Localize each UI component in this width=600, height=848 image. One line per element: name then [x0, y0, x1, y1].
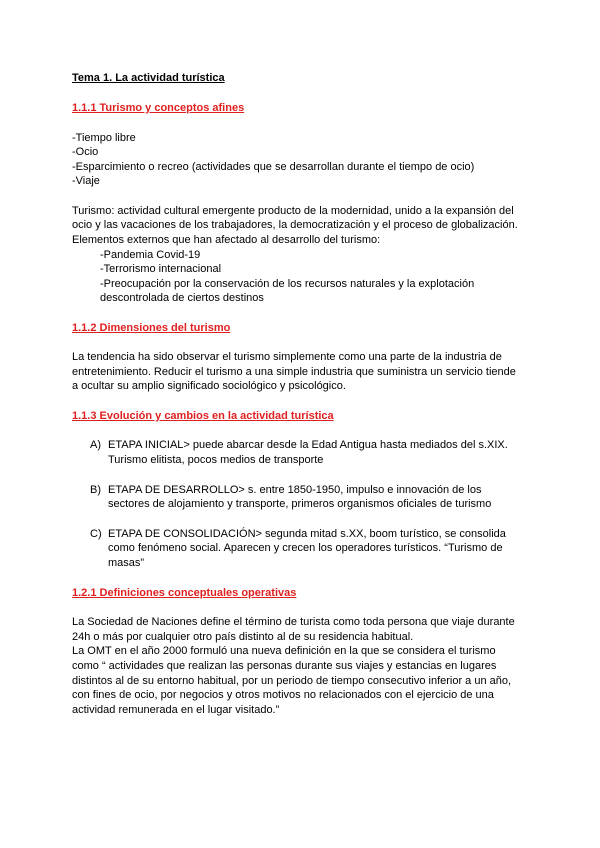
document-title: Tema 1. La actividad turística — [72, 72, 225, 84]
paragraph-line: distintos al de su entorno habitual, por un periodo de tiempo consecutivo inferior a un año, — [72, 675, 512, 687]
list-item-line: ETAPA INICIAL> puede abarcar desde la Edad Antigua hasta mediados del s.XIX. — [108, 439, 508, 451]
paragraph-line: 24h o más por cualquier otro país distinto al de su residencia habitual. — [72, 631, 414, 643]
sub-list-item: descontrolada de ciertos destinos — [100, 292, 264, 304]
list-item-line: sectores de alojamiento y transporte, primeros organismos oficiales de turismo — [108, 498, 492, 510]
section-heading-1-2-1: 1.2.1 Definiciones conceptuales operativas — [72, 587, 297, 599]
paragraph-line: La OMT en el año 2000 formuló una nueva definición en la que se considera el turismo — [72, 645, 496, 657]
paragraph-line: a ocultar su amplio significado sociológico y psicológico. — [72, 380, 346, 392]
list-item: -Viaje — [72, 175, 100, 187]
paragraph-line: como “ actividades que realizan las personas durante sus viajes y estancias en lugares — [72, 660, 497, 672]
section-heading-1-1-3: 1.1.3 Evolución y cambios en la actividad turística — [72, 410, 334, 422]
list-item: -Tiempo libre — [72, 132, 136, 144]
paragraph-line: Elementos externos que han afectado al desarrollo del turismo: — [72, 234, 381, 246]
list-item-line: ETAPA DE DESARROLLO> s. entre 1850-1950, impulso e innovación de los — [108, 484, 482, 496]
list-item: -Ocio — [72, 146, 99, 158]
list-item-line: como fenómeno social. Aparecen y crecen los operadores turísticos. “Turismo de — [108, 542, 503, 554]
list-item: -Esparcimiento o recreo (actividades que se desarrollan durante el tiempo de ocio) — [72, 161, 475, 173]
paragraph-line: actividad remunerada en el lugar visitado.” — [72, 704, 280, 716]
paragraph-line: Turismo: actividad cultural emergente producto de la modernidad, unido a la expansión del — [72, 205, 514, 217]
sub-list-item: -Pandemia Covid-19 — [100, 249, 201, 261]
sub-list-item: -Terrorismo internacional — [100, 263, 222, 275]
list-marker: C) — [90, 528, 102, 540]
paragraph-line: La tendencia ha sido observar el turismo simplemente como una parte de la industria de — [72, 351, 502, 363]
paragraph-line: La Sociedad de Naciones define el término de turista como toda persona que viaje durante — [72, 616, 515, 628]
list-marker: B) — [90, 484, 101, 496]
paragraph-line: ocio y las vacaciones de los trabajadores, la democratización y el proceso de globalización. — [72, 219, 518, 231]
sub-list-item: -Preocupación por la conservación de los recursos naturales y la explotación — [100, 278, 475, 290]
list-item-line: masas” — [108, 557, 145, 569]
paragraph-line: entretenimiento. Reducir el turismo a una simple industria que suministra un servicio tiende — [72, 366, 516, 378]
list-item-line: ETAPA DE CONSOLIDACIÓN> segunda mitad s.XX, boom turístico, se consolida — [108, 528, 506, 540]
list-item-line: Turismo elitista, pocos medios de transporte — [108, 454, 324, 466]
list-marker: A) — [90, 439, 101, 451]
section-heading-1-1-2: 1.1.2 Dimensiones del turismo — [72, 322, 231, 334]
section-heading-1-1-1: 1.1.1 Turismo y conceptos afines — [72, 102, 245, 114]
paragraph-line: con fines de ocio, por negocios y otros motivos no relacionados con el ejercicio de una — [72, 689, 494, 701]
